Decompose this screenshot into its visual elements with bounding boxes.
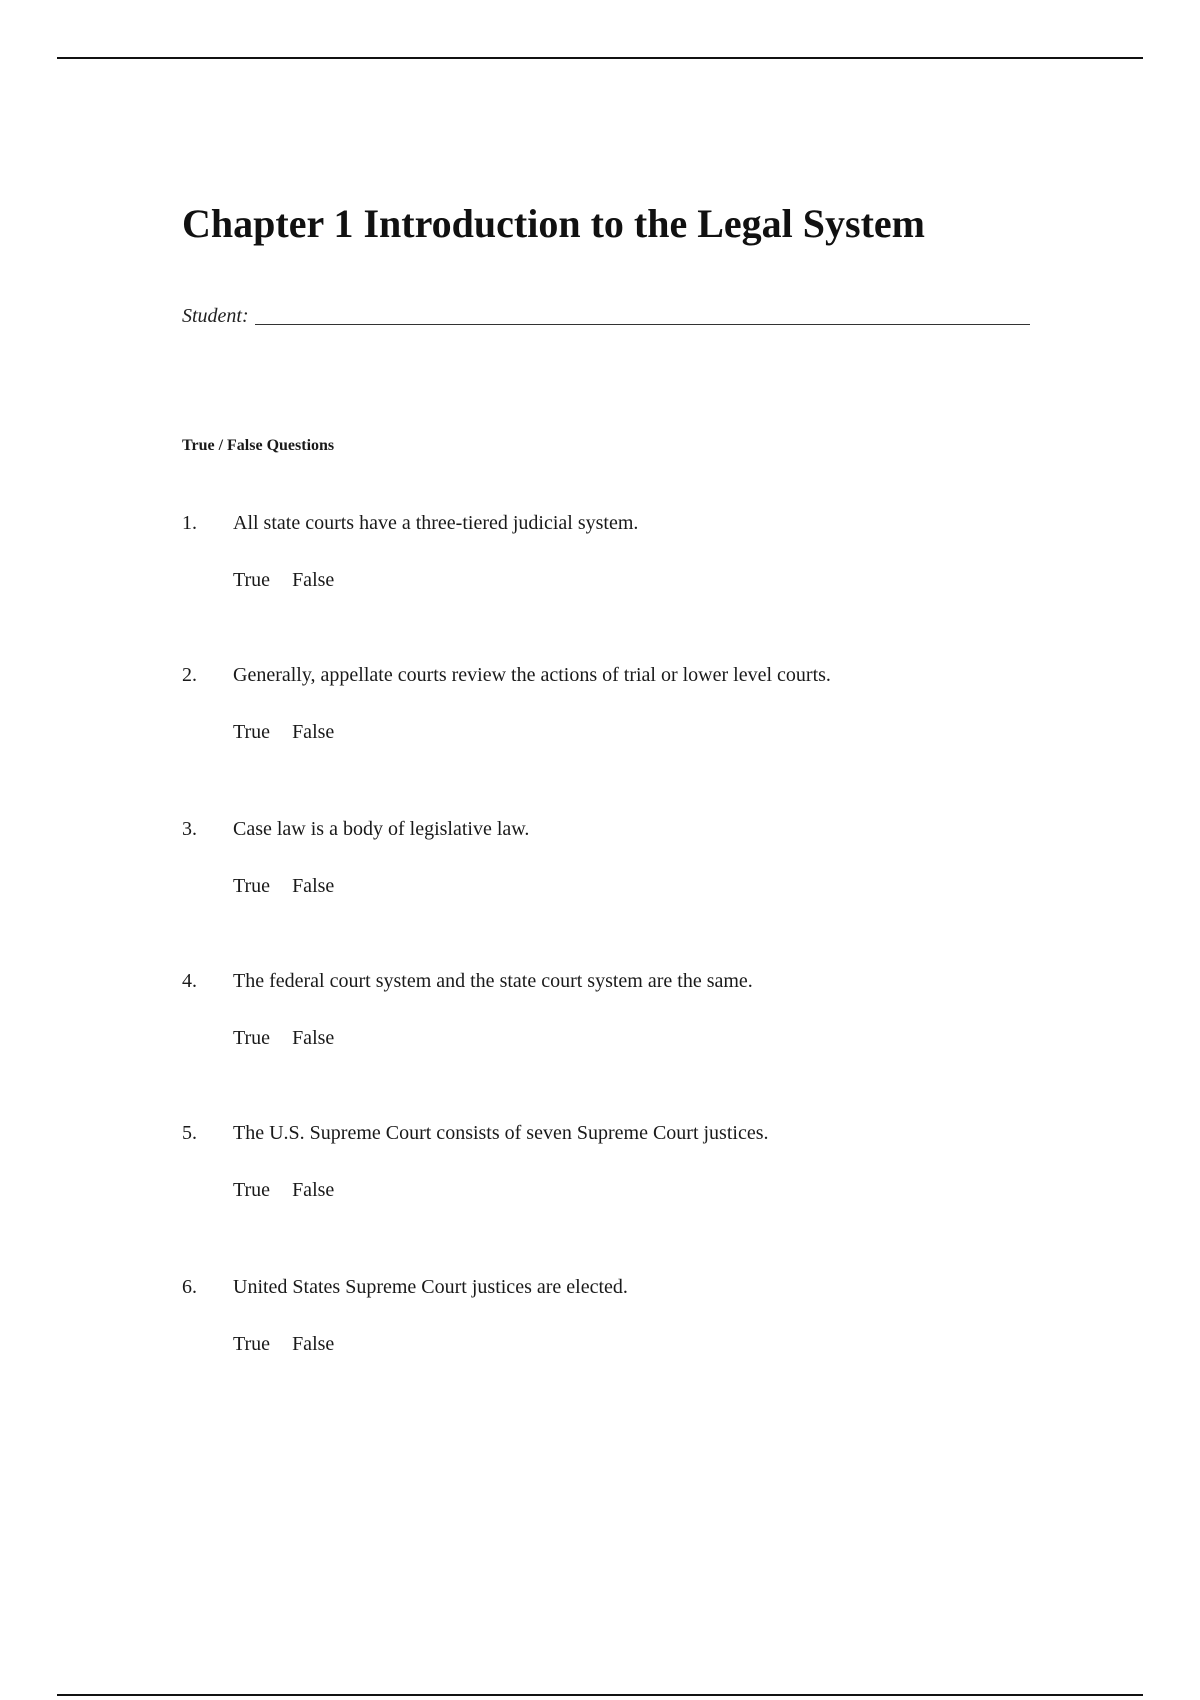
question-text: The U.S. Supreme Court consists of seven Supreme Court justices. [233, 1122, 769, 1144]
option-true[interactable]: True [233, 1027, 271, 1049]
option-false[interactable]: False [292, 1027, 335, 1049]
question-number: 4. [182, 970, 197, 992]
answer-options [233, 569, 1082, 592]
option-true[interactable]: True [233, 569, 271, 591]
question-6 [182, 1276, 1082, 1356]
question-1 [182, 512, 1082, 592]
question-number: 6. [182, 1276, 197, 1298]
answer-options [233, 721, 1082, 744]
question-text: The federal court system and the state court system are the same. [233, 970, 753, 992]
question-text: Case law is a body of legislative law. [233, 818, 530, 840]
option-true[interactable]: True [233, 875, 271, 897]
option-false[interactable]: False [292, 569, 335, 591]
answer-options [233, 1027, 1082, 1050]
option-true[interactable]: True [233, 1179, 271, 1201]
bottom-rule [57, 1694, 1143, 1696]
question-4 [182, 970, 1082, 1050]
question-number: 1. [182, 512, 197, 534]
question-text: Generally, appellate courts review the actions of trial or lower level courts. [233, 664, 831, 686]
question-5 [182, 1122, 1082, 1202]
question-number: 2. [182, 664, 197, 686]
answer-options [233, 875, 1082, 898]
question-number: 3. [182, 818, 197, 840]
page-title: Chapter 1 Introduction to the Legal System [182, 201, 925, 246]
option-true[interactable]: True [233, 1333, 271, 1355]
option-false[interactable]: False [292, 721, 335, 743]
answer-options [233, 1333, 1082, 1356]
student-name-row [182, 305, 1030, 328]
question-text: All state courts have a three-tiered judicial system. [233, 512, 639, 534]
student-label: Student: [182, 305, 249, 327]
student-name-field[interactable] [255, 324, 1030, 325]
question-3 [182, 818, 1082, 898]
top-rule [57, 57, 1143, 59]
option-false[interactable]: False [292, 1179, 335, 1201]
question-2 [182, 664, 1082, 744]
option-true[interactable]: True [233, 721, 271, 743]
question-text: United States Supreme Court justices are elected. [233, 1276, 628, 1298]
answer-options [233, 1179, 1082, 1202]
option-false[interactable]: False [292, 875, 335, 897]
section-heading: True / False Questions [182, 437, 335, 454]
question-number: 5. [182, 1122, 197, 1144]
option-false[interactable]: False [292, 1333, 335, 1355]
